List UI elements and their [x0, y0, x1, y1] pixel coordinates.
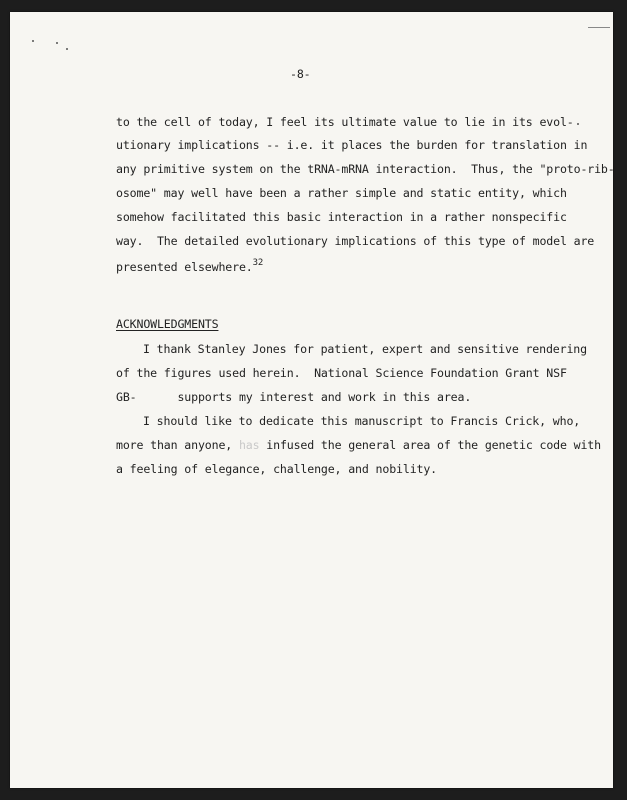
- ack-line: GB- supports my interest and work in this area.: [116, 390, 472, 404]
- page-number: -8-: [290, 67, 311, 81]
- speck: [577, 123, 579, 125]
- speck: [66, 48, 68, 50]
- speck: [32, 40, 34, 42]
- corner-mark: [588, 27, 610, 28]
- ack-text: infused the general area of the genetic code with: [259, 438, 601, 452]
- document-page: [10, 12, 613, 788]
- last-line-text: presented elsewhere.: [116, 260, 253, 274]
- ack-faded-word: has: [238, 438, 260, 452]
- ack-line: of the figures used herein. National Science Foundation Grant NSF: [116, 366, 567, 380]
- body-line: any primitive system on the tRNA-mRNA interaction. Thus, the "proto-rib-: [116, 162, 615, 176]
- body-line: way. The detailed evolutionary implications of this type of model are: [116, 234, 595, 248]
- ack-line: a feeling of elegance, challenge, and nobility.: [116, 462, 438, 476]
- body-line: to the cell of today, I feel its ultimate value to lie in its evol-: [116, 115, 574, 129]
- ack-text: more than anyone,: [116, 438, 239, 452]
- body-line: utionary implications -- i.e. it places the burden for translation in: [116, 138, 588, 152]
- ack-line: I should like to dedicate this manuscript to Francis Crick, who,: [143, 414, 581, 428]
- ack-line: [116, 438, 601, 452]
- body-line: somehow facilitated this basic interaction in a rather nonspecific: [116, 210, 567, 224]
- footnote-reference: 32: [252, 258, 264, 268]
- body-line-last: [116, 260, 263, 274]
- acknowledgments-heading: ACKNOWLEDGMENTS: [116, 317, 219, 331]
- speck: [56, 42, 58, 44]
- ack-line: I thank Stanley Jones for patient, expert and sensitive rendering: [143, 342, 587, 356]
- body-line: osome" may well have been a rather simple and static entity, which: [116, 186, 567, 200]
